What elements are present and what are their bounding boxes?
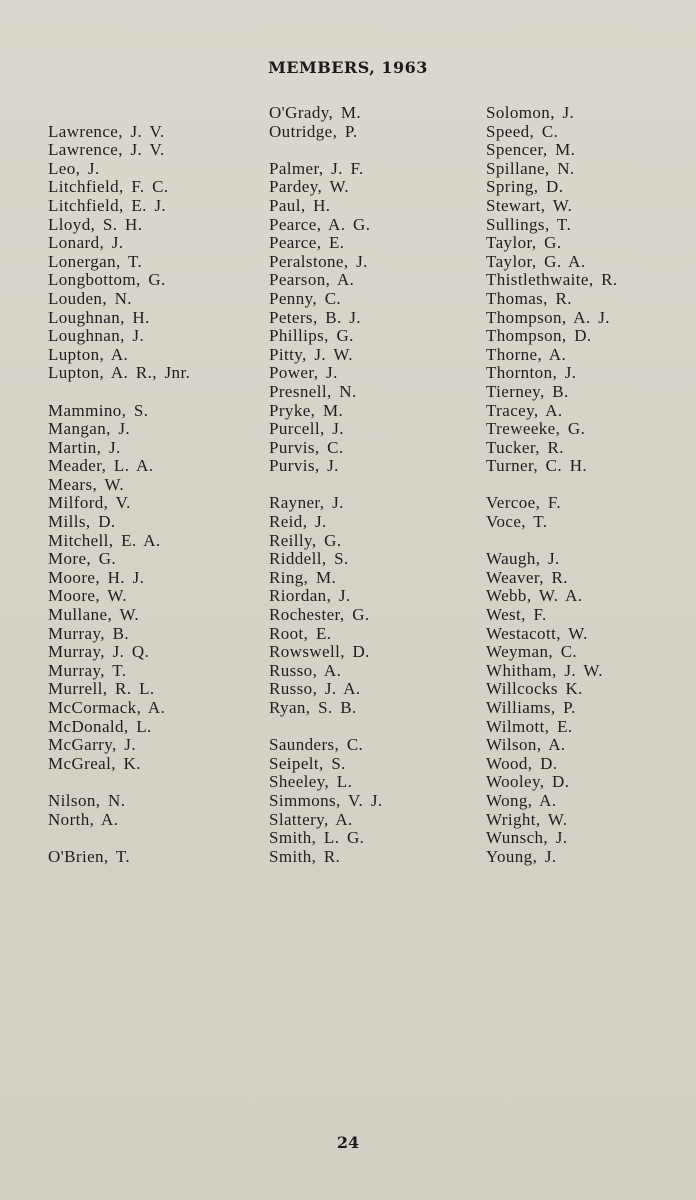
member-name: Wong, A. (486, 790, 557, 810)
member-name: Root, E. (269, 623, 332, 643)
member-name: Saunders, C. (269, 735, 364, 755)
member-name: Simmons, V. J. (269, 790, 383, 810)
member-name: Lloyd, S. H. (48, 214, 143, 234)
member-name: Lawrence, J. V. (48, 121, 165, 141)
member-name: Tucker, R. (486, 437, 564, 457)
member-name: North, A. (48, 809, 119, 829)
member-name: West, F. (486, 605, 547, 625)
member-name: Pearson, A. (269, 270, 355, 290)
member-name: Martin, J. (48, 437, 121, 457)
member-name: Thornton, J. (486, 363, 577, 383)
member-name: Speed, C. (486, 121, 559, 141)
member-name: Smith, R. (269, 846, 341, 866)
member-name: Milford, V. (48, 493, 131, 513)
member-name: Peralstone, J. (269, 251, 368, 271)
member-name: Taylor, G. (486, 233, 562, 253)
member-name: Mitchell, E. A. (48, 530, 161, 550)
member-name: Vercoe, F. (486, 493, 562, 513)
member-name: Litchfield, E. J. (48, 195, 167, 215)
member-name: Rochester, G. (269, 605, 370, 625)
member-name: Thompson, D. (486, 326, 592, 346)
member-name: Russo, A. (269, 660, 342, 680)
member-name: Longbottom, G. (48, 270, 166, 290)
member-name: Litchfield, F. C. (48, 177, 169, 197)
member-name: Reilly, G. (269, 530, 342, 550)
member-name: Wooley, D. (486, 772, 570, 792)
member-name: O'Brien, T. (48, 846, 131, 866)
member-name: Mangan, J. (48, 419, 131, 439)
member-name: Thistlethwaite, R. (486, 270, 618, 290)
members-column-3 (486, 104, 691, 866)
member-name: Smith, L. G. (269, 828, 365, 848)
member-name: McGreal, K. (48, 753, 141, 773)
member-name: Pardey, W. (269, 177, 350, 197)
member-name: Nilson, N. (48, 790, 126, 810)
member-name: More, G. (48, 549, 117, 569)
member-name: McCormack, A. (48, 698, 166, 717)
member-name: Ring, M. (269, 567, 337, 587)
member-name: Tierney, B. (486, 381, 569, 401)
member-name: Wunsch, J. (486, 828, 568, 848)
member-name: Purvis, C. (269, 437, 344, 457)
member-name: Reid, J. (269, 512, 327, 532)
member-name: Wright, W. (486, 809, 568, 829)
members-column-2 (269, 104, 479, 866)
member-name: Loughnan, J. (48, 326, 145, 346)
member-name: Webb, W. A. (486, 586, 583, 606)
spacer (48, 104, 263, 123)
member-name: Spillane, N. (486, 158, 575, 178)
member-name: Riordan, J. (269, 586, 351, 606)
member-name: Whitham, J. W. (486, 660, 603, 680)
member-name: Louden, N. (48, 288, 132, 308)
member-name: Purcell, J. (269, 419, 344, 439)
member-name: Wood, D. (486, 753, 558, 773)
member-name: Sullings, T. (486, 214, 572, 234)
member-name: Treweeke, G. (486, 419, 586, 439)
member-name: Wilmott, E. (486, 716, 573, 736)
member-name: Wilson, A. (486, 735, 566, 755)
member-name: Turner, C. H. (486, 456, 588, 476)
spacer (48, 773, 263, 792)
member-name: Lupton, A. R., Jnr. (48, 363, 191, 383)
member-name: Solomon, J. (486, 103, 575, 122)
member-name: Stewart, W. (486, 195, 573, 215)
member-name: Thorne, A. (486, 344, 567, 364)
member-name: Loughnan, H. (48, 307, 150, 327)
member-name: Mullane, W. (48, 605, 139, 625)
member-name: Seipelt, S. (269, 753, 346, 773)
member-name: Weaver, R. (486, 567, 568, 587)
member-name: Waugh, J. (486, 549, 560, 569)
member-name: Murrell, R. L. (48, 679, 155, 699)
member-name: Thomas, R. (486, 288, 572, 308)
spacer (269, 718, 479, 737)
member-name: Outridge, P. (269, 121, 358, 141)
member-name: McDonald, L. (48, 716, 152, 736)
member-name: Murray, B. (48, 623, 129, 643)
member-name: Willcocks K. (486, 679, 583, 699)
member-name: Moore, W. (48, 586, 127, 606)
member-name: Westacott, W. (486, 623, 588, 643)
member-name: Weyman, C. (486, 642, 578, 662)
member-name: Mammino, S. (48, 400, 149, 420)
member-name: Russo, J. A. (269, 679, 361, 699)
member-name: Ryan, S. B. (269, 698, 357, 717)
spacer (48, 383, 263, 402)
member-name: Williams, P. (486, 698, 576, 717)
member-name: Young, J. (486, 846, 557, 866)
spacer (269, 141, 479, 160)
spacer (269, 476, 479, 495)
member-name: Power, J. (269, 363, 338, 383)
member-name: Slattery, A. (269, 809, 353, 829)
member-name: Murray, T. (48, 660, 127, 680)
member-name: Murray, J. Q. (48, 642, 150, 662)
members-column-1 (48, 104, 263, 866)
member-name: Voce, T. (486, 512, 548, 532)
member-name: Thompson, A. J. (486, 307, 610, 327)
member-name: Pryke, M. (269, 400, 344, 420)
member-name: Lupton, A. (48, 344, 129, 364)
member-name: Pearce, E. (269, 233, 345, 253)
member-name: Pearce, A. G. (269, 214, 371, 234)
spacer (486, 532, 691, 551)
member-name: Meader, L. A. (48, 456, 154, 476)
member-name: Mears, W. (48, 474, 125, 494)
member-name: Moore, H. J. (48, 567, 145, 587)
member-name: Taylor, G. A. (486, 251, 586, 271)
member-name: Purvis, J. (269, 456, 339, 476)
member-name: Lonergan, T. (48, 251, 143, 271)
page-title: MEMBERS, 1963 (268, 58, 428, 77)
member-name: McGarry, J. (48, 735, 136, 755)
member-name: Spring, D. (486, 177, 564, 197)
member-name: Rayner, J. (269, 493, 344, 513)
member-name: Sheeley, L. (269, 772, 353, 792)
member-name: Lawrence, J. V. (48, 140, 165, 160)
member-name: Lonard, J. (48, 233, 124, 253)
member-name: Pitty, J. W. (269, 344, 353, 364)
member-name: Spencer, M. (486, 140, 576, 160)
member-name: Penny, C. (269, 288, 342, 308)
member-name: Peters, B. J. (269, 307, 361, 327)
member-name: Riddell, S. (269, 549, 349, 569)
member-name: Rowswell, D. (269, 642, 370, 662)
spacer (486, 476, 691, 495)
member-name: O'Grady, M. (269, 103, 361, 122)
member-name: Paul, H. (269, 195, 331, 215)
member-name: Tracey, A. (486, 400, 563, 420)
member-name: Palmer, J. F. (269, 158, 364, 178)
member-name: Leo, J. (48, 158, 100, 178)
spacer (48, 829, 263, 848)
member-name: Mills, D. (48, 512, 116, 532)
member-name: Presnell, N. (269, 381, 357, 401)
page-number: 24 (336, 1133, 360, 1152)
member-name: Phillips, G. (269, 326, 354, 346)
